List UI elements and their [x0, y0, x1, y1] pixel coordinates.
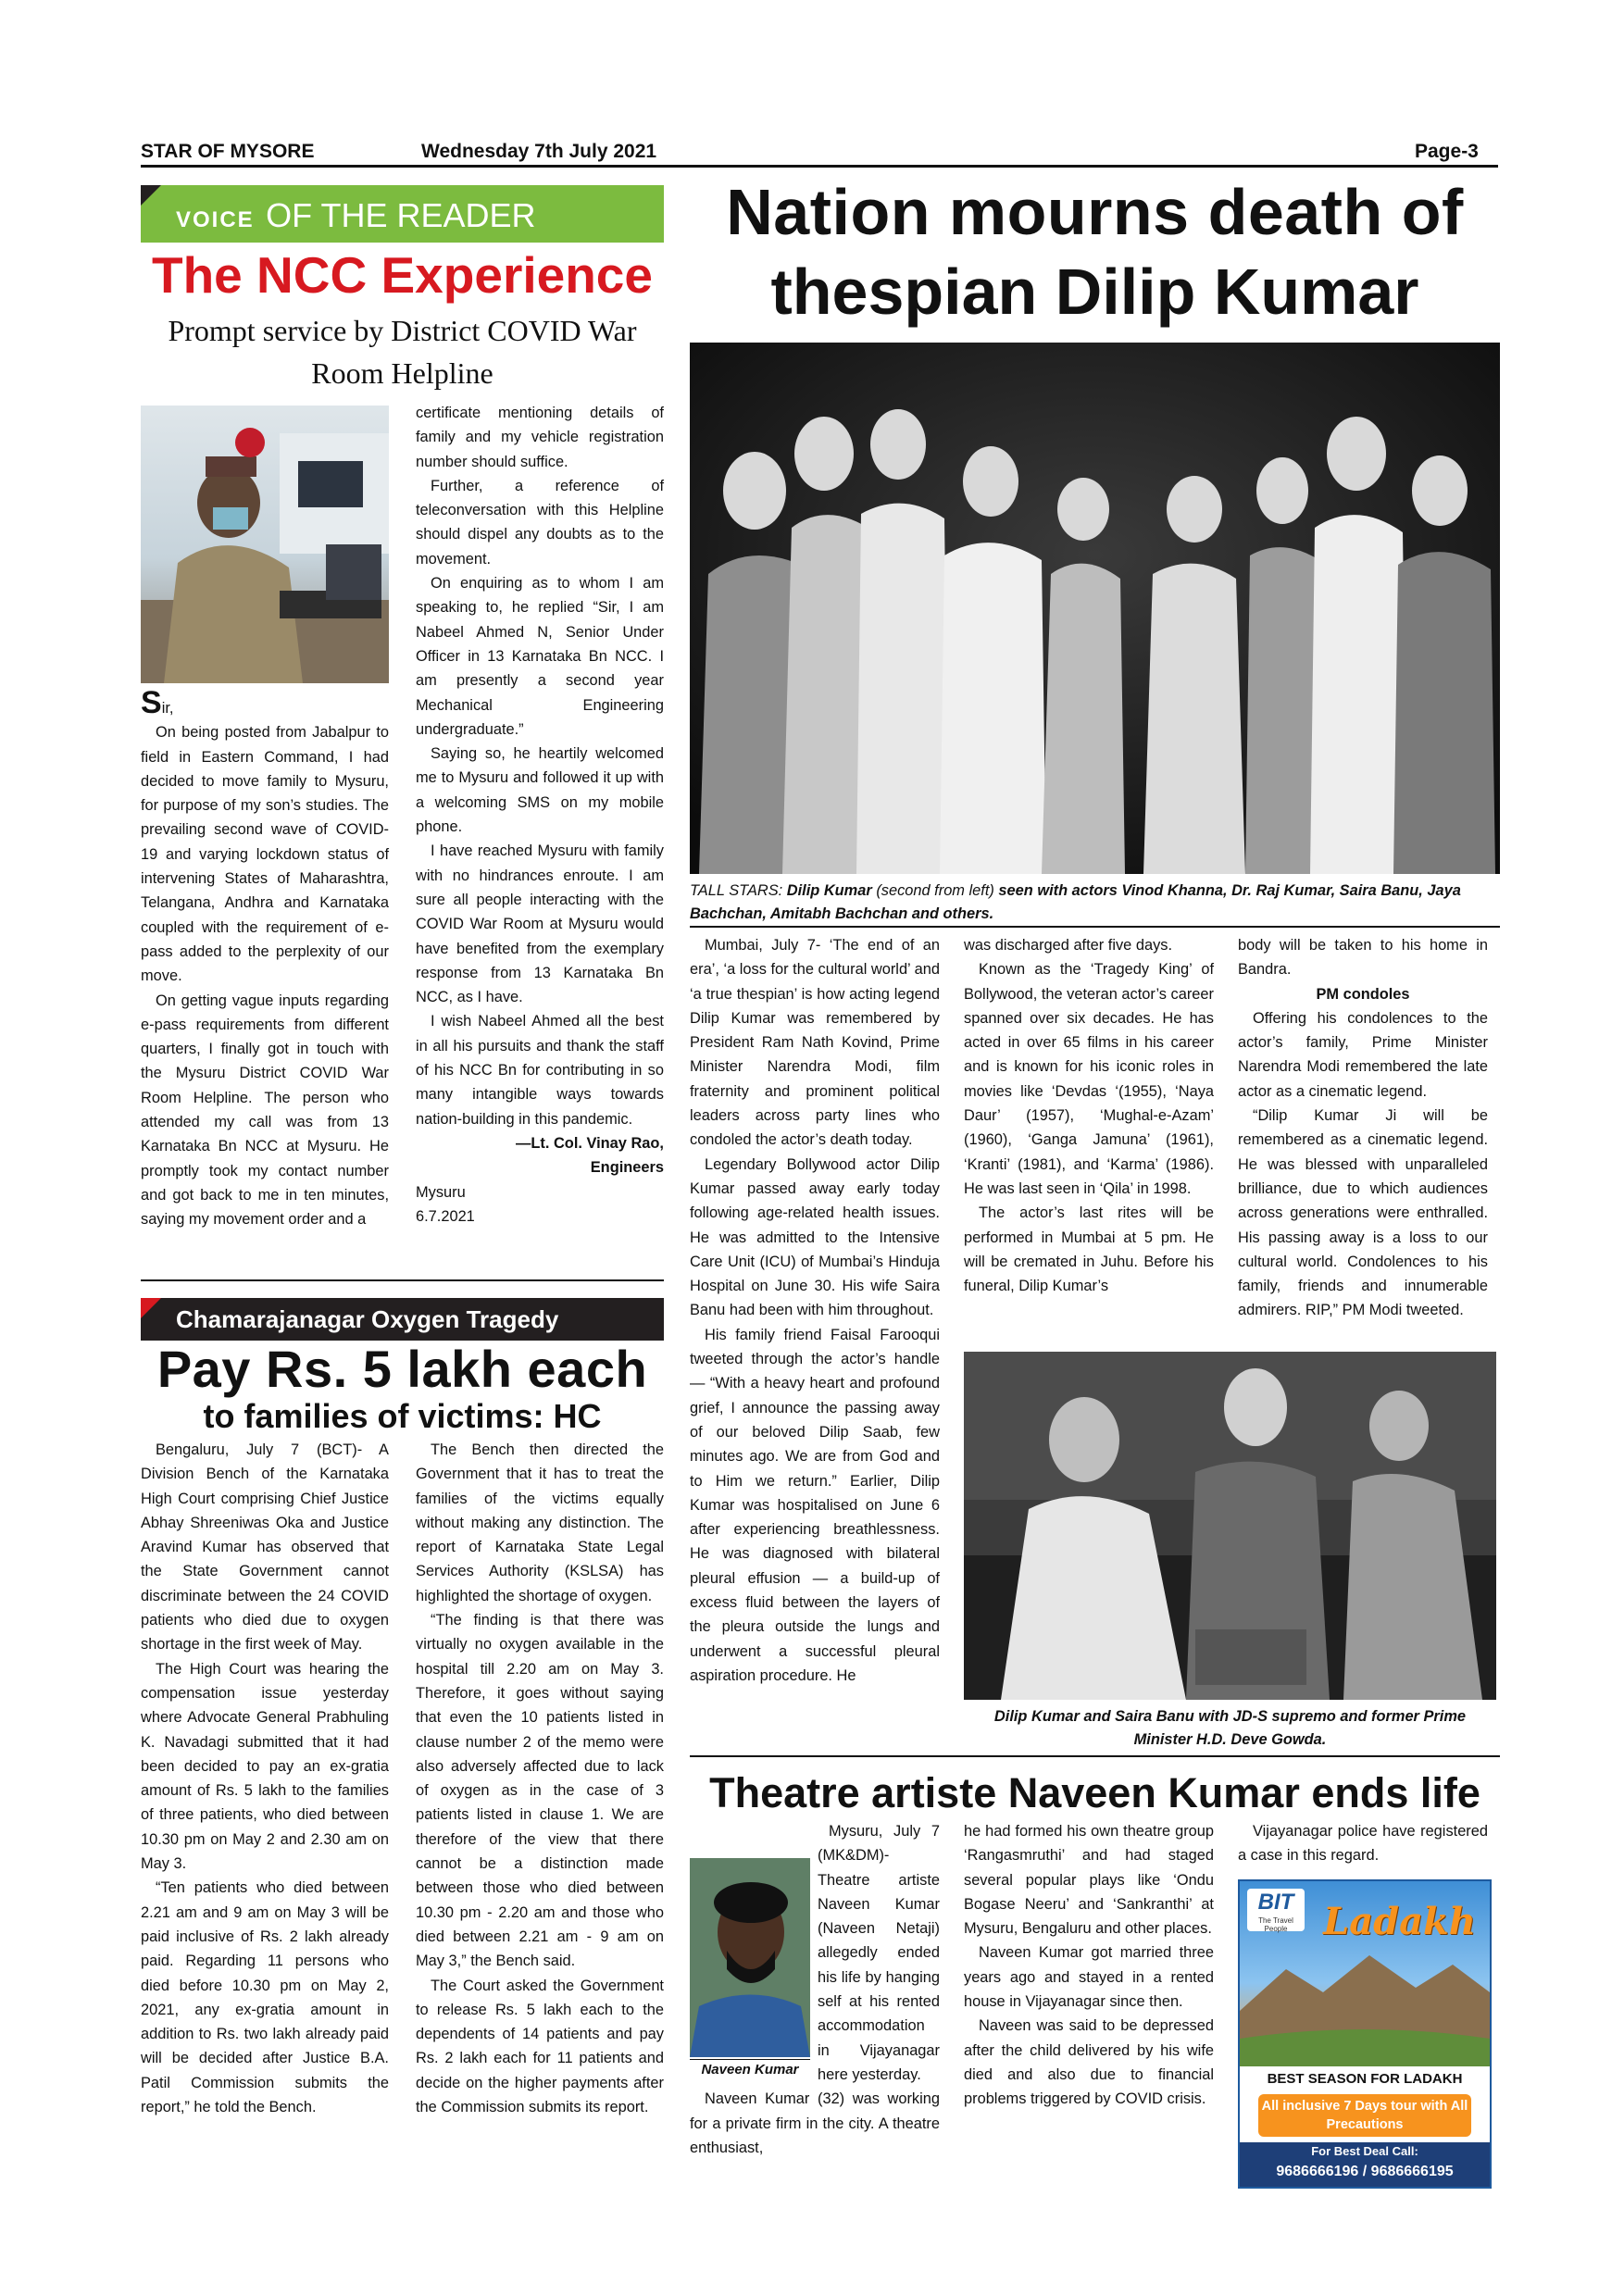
voice-kicker-bar — [141, 185, 664, 243]
ad-call-box[interactable] — [1240, 2142, 1490, 2187]
page-number: Page-3 — [1415, 141, 1479, 162]
voice-paragraph: On enquiring as to whom I am speaking to, he replied “Sir, I am Nabeel Ahmed N, Senior Under Officer in 13 Karnataka Bn NCC. I am presently a second year Mechanical Engineering undergraduate.” — [416, 575, 664, 738]
deve-gowda-caption: Dilip Kumar and Saira Banu with JD-S supremo and former Prime Minister H.D. Deve Gowda. — [993, 1708, 1467, 1748]
paper-name: STAR OF MYSORE — [141, 141, 315, 162]
salutation-initial: S — [141, 685, 162, 720]
group-photo-illustration — [690, 343, 1500, 874]
voice-column-2 — [416, 401, 664, 1229]
dilip-paragraph: Mumbai, July 7- ‘The end of an era’, ‘a loss for the cultural world’ and ‘a true thespian’ is how acting legend Dilip Kumar was remembered by President Ram Nath Kovind, Prime Minister Narendra Modi, film fraternity and prominent political leaders across party lines who condoled the actor’s death today. — [690, 937, 940, 1149]
dilip-column-2 — [964, 933, 1214, 1298]
ad-season: BEST SEASON FOR LADAKH — [1267, 2071, 1463, 2087]
corner-triangle-icon — [141, 1298, 161, 1318]
voice-paragraph: On being posted from Jabalpur to field in Eastern Command, I had decided to move family to Mysuru, for purpose of my son’s studies. The prevailing second wave of COVID-19 and varying lockdown status of intervening States of Maharashtra, Telangana, Andhra and Karnataka coupled with the requirement of e-pass added to the perplexity of our move. — [141, 724, 389, 985]
ad-logo — [1247, 1889, 1305, 1931]
naveen-paragraph: Naveen was said to be depressed after the child delivered by his wife died and also due to financial problems triggered by COVID crisis. — [964, 2017, 1214, 2108]
naveen-paragraph: Naveen Kumar got married three years ago and stayed in a rented house in Vijayanagar since then. — [964, 1944, 1214, 2011]
dilip-paragraph: Legendary Bollywood actor Dilip Kumar passed away early today following age-related health issues. He was admitted to the Intensive Care Unit (ICU) of Mumbai’s Hinduja Hospital on June 30. His wife Saira Banu had been with him throughout. — [690, 1155, 940, 1319]
ncc-cadet-illustration — [141, 406, 389, 683]
voice-paragraph: Further, a reference of teleconversation with this Helpline should dispel any doubts as to the movement. — [416, 477, 664, 568]
voice-title: The NCC Experience — [151, 246, 653, 304]
voice-paragraph: I wish Nabeel Ahmed all the best in all his pursuits and thank the staff of his NCC Bn for contributing in so many intangible ways towards nation-building in this pandemic. — [416, 1013, 664, 1128]
oxygen-headline-2: to families of victims: HC — [203, 1397, 602, 1435]
pm-condoles-heading: PM condoles — [1316, 985, 1410, 1003]
oxygen-paragraph: “Ten patients who died between 2.21 am and 9 am on May 3 will be paid inclusive of Rs. 2 lakh already paid. Regarding 11 persons who died before 10.30 pm on May 2, 2021, any ex-gratia amount in addition to Rs. two lakh already paid will be decided after Justice B.A. Patil Commission submits the report,” he told the Bench. — [141, 1879, 389, 2116]
dilip-paragraph: His family friend Faisal Farooqui tweeted through the actor’s handle — “With a heavy heart and profound grief, I announce the passing away of our beloved Dilip Saab, few minutes ago. We are from God and to Him we return.” Earlier, Dilip Kumar was hospitalised on June 6 after experiencing breathlessness. He was diagnosed with bilateral pleural effusion — a build-up of excess fluid between the layers of the pleura outside the lungs and underwent a successful pleural aspiration procedure. He — [690, 1326, 940, 1684]
oxygen-headline-1: Pay Rs. 5 lakh each — [156, 1340, 648, 1398]
ad-brand: BIT — [1257, 1890, 1294, 1915]
signature-place: Mysuru — [416, 1183, 466, 1201]
header-rule — [141, 165, 1498, 168]
section-rule — [141, 1279, 664, 1281]
section-rule — [690, 1755, 1500, 1757]
dilip-paragraph: was discharged after five days. — [964, 937, 1173, 954]
dilip-headline-2: thespian Dilip Kumar — [770, 256, 1419, 328]
voice-paragraph: I have reached Mysuru with family with no hindrances enroute. I am sure all people interacting with the COVID War Room at Mysuru would have benefited from the exemplary response from 13 Karnataka Bn NCC, as I have. — [416, 842, 664, 1006]
dilip-column-1 — [690, 933, 940, 1688]
signature-date: 6.7.2021 — [416, 1207, 475, 1225]
dilip-photo-caption — [690, 880, 1500, 926]
dilip-paragraph: The actor’s last rites will be performed in Mumbai at 5 pm. He will be cremated in Juhu. Before his funeral, Dilip Kumar’s — [964, 1204, 1214, 1295]
corner-triangle-icon — [141, 185, 161, 206]
ad-destination: Ladakh — [1323, 1900, 1476, 1943]
signature-title: Engineers — [590, 1159, 664, 1177]
meeting-photo-illustration — [964, 1352, 1496, 1700]
caption-mid: (second from left) — [876, 882, 994, 899]
caption-name: Dilip Kumar — [786, 882, 872, 899]
dilip-paragraph: Offering his condolences to the actor’s family, Prime Minister Narendra Modi remembered the late actor as a cinematic legend. — [1238, 1009, 1488, 1100]
voice-paragraph: certificate mentioning details of family and my vehicle registration number should suffice. — [416, 405, 664, 470]
ncc-photo — [141, 406, 389, 683]
caption-rule — [690, 926, 1500, 928]
oxygen-paragraph: Bengaluru, July 7 (BCT)- A Division Bench of the Karnataka High Court comprising Chief Justice Abhay Shreeniwas Oka and Justice Aravind Kumar has observed that the State Government cannot discriminate between the 24 COVID patients who died due to oxygen shortage in the first week of May. — [141, 1441, 389, 1653]
oxygen-paragraph: The Court asked the Government to release Rs. 5 lakh each to the dependents of 14 patients and pay Rs. 2 lakh each for 11 patients and decide on the higher payments after the Commission submits its report. — [416, 1977, 664, 2116]
voice-kicker-rest: OF THE READER — [266, 196, 536, 234]
ad-phones[interactable]: 9686666196 / 9686666195 — [1276, 2164, 1454, 2179]
salutation-rest: ir, — [161, 700, 174, 717]
dilip-paragraph: Known as the ‘Tragedy King’ of Bollywood, the veteran actor’s career spanned over six decades. He has acted in over 65 films in his career and is known for his iconic roles in movies like ‘Devdas ‘(1955), ‘Naya Daur’ (1957), ‘Mughal-e-Azam’ (1960), ‘Ganga Jamuna’ (1961), ‘Kranti’ (1981), and ‘Karma’ (1986). He was last seen in ‘Qila’ in 1998. — [964, 961, 1214, 1197]
dilip-paragraph: “Dilip Kumar Ji will be remembered as a cinematic legend. He was blessed with unparalleled brilliance, due to which audiences across generations were enthralled. His passing away is a loss to our cultural world. Condolences to his family, friends and innumerable admirers. RIP,” PM Modi tweeted. — [1238, 1107, 1488, 1319]
voice-paragraph: On getting vague inputs regarding e-pass requirements from different quarters, I finally got in touch with the Mysuru District COVID War Room Helpline. The person who attended my call was from 13 Karnataka Bn NCC at Mysuru. He promptly took my contact number and got back to me in ten minutes, saying my movement order and a — [141, 992, 389, 1229]
issue-date: Wednesday 7th July 2021 — [421, 141, 657, 162]
voice-subtitle: Prompt service by District COVID War Room Helpline — [168, 314, 637, 390]
voice-column-1 — [141, 685, 389, 1232]
naveen-paragraph: Vijayanagar police have registered a case in this regard. — [1238, 1823, 1488, 1865]
caption-rest: seen with actors Vinod Khanna, Dr. Raj Kumar, Saira Banu, Jaya Bachchan, Amitabh Bachchan and others. — [690, 882, 1461, 922]
ladakh-ad[interactable] — [1238, 1879, 1492, 2189]
naveen-column-3 — [1238, 1819, 1488, 1868]
voice-paragraph: Saying so, he heartily welcomed me to Mysuru and followed it up with a welcoming SMS on my mobile phone. — [416, 745, 664, 836]
oxygen-paragraph: “The finding is that there was virtually no oxygen available in the hospital till 2.20 am on May 3. Therefore, it goes without saying that even the 10 patients listed in clause number 2 of the memo were also adversely affected due to lack of oxygen as in the case of 3 patients listed in clause 1. We are therefore of the view that there cannot be a distinction made between those who died between 10.30 pm - 2.20 am and those who died between 2.21 am - 9 am on May 3,” the Bench said. — [416, 1612, 664, 1970]
oxygen-column-1 — [141, 1438, 389, 2119]
dilip-group-photo — [690, 343, 1500, 874]
ad-offer: All inclusive 7 Days tour with All Precautions — [1258, 2094, 1471, 2137]
deve-gowda-photo — [964, 1352, 1496, 1700]
oxygen-column-2 — [416, 1438, 664, 2119]
oxygen-paragraph: The High Court was hearing the compensation issue yesterday where Advocate General Prabhuling K. Navadagi submitted that it had been decided to pay an ex-gratia amount of Rs. 5 lakh to the families of three patients, who died between 10.30 pm on May 2 and 2.30 am on May 3. — [141, 1660, 389, 1873]
naveen-headline: Theatre artiste Naveen Kumar ends life — [709, 1769, 1480, 1816]
dilip-column-3 — [1238, 933, 1488, 1323]
signature-name: —Lt. Col. Vinay Rao, — [516, 1134, 664, 1152]
oxygen-paragraph: The Bench then directed the Government that it has to treat the families of the victims equally without making any distinction. The report of Karnataka State Legal Services Authority (KSLSA) has highlighted the shortage of oxygen. — [416, 1441, 664, 1604]
oxygen-kicker: Chamarajanagar Oxygen Tragedy — [176, 1305, 559, 1333]
naveen-photo-caption: Naveen Kumar — [690, 2059, 810, 2080]
ad-tagline: The Travel People — [1258, 1916, 1293, 1933]
ad-landscape — [1240, 1881, 1490, 2066]
naveen-column-2 — [964, 1819, 1214, 2112]
naveen-lead: Mysuru, July 7 (MK&DM)- Theatre artiste Naveen Kumar (Naveen Netaji) allegedly ended his life by hanging self at his rented accommodation in Vijayanagar here yesterday. — [818, 1823, 940, 2083]
naveen-column-1 — [690, 1819, 940, 2160]
ad-call-label: For Best Deal Call: — [1311, 2144, 1418, 2158]
naveen-paragraph: Naveen Kumar (32) was working for a private firm in the city. A theatre enthusiast, — [690, 2090, 940, 2156]
dilip-paragraph: body will be taken to his home in Bandra. — [1238, 937, 1488, 979]
naveen-paragraph: he had formed his own theatre group ‘Rangasmruthi’ and had staged several popular plays like ‘Ondu Bogase Neeru’ and ‘Sankranthi’ at Mysuru, Bengaluru and other places. — [964, 1823, 1214, 1938]
voice-kicker-small: VOICE — [176, 207, 255, 232]
oxygen-kicker-bar — [141, 1298, 664, 1341]
caption-lead: TALL STARS: — [690, 882, 783, 899]
dilip-headline-1: Nation mourns death of — [726, 176, 1464, 248]
